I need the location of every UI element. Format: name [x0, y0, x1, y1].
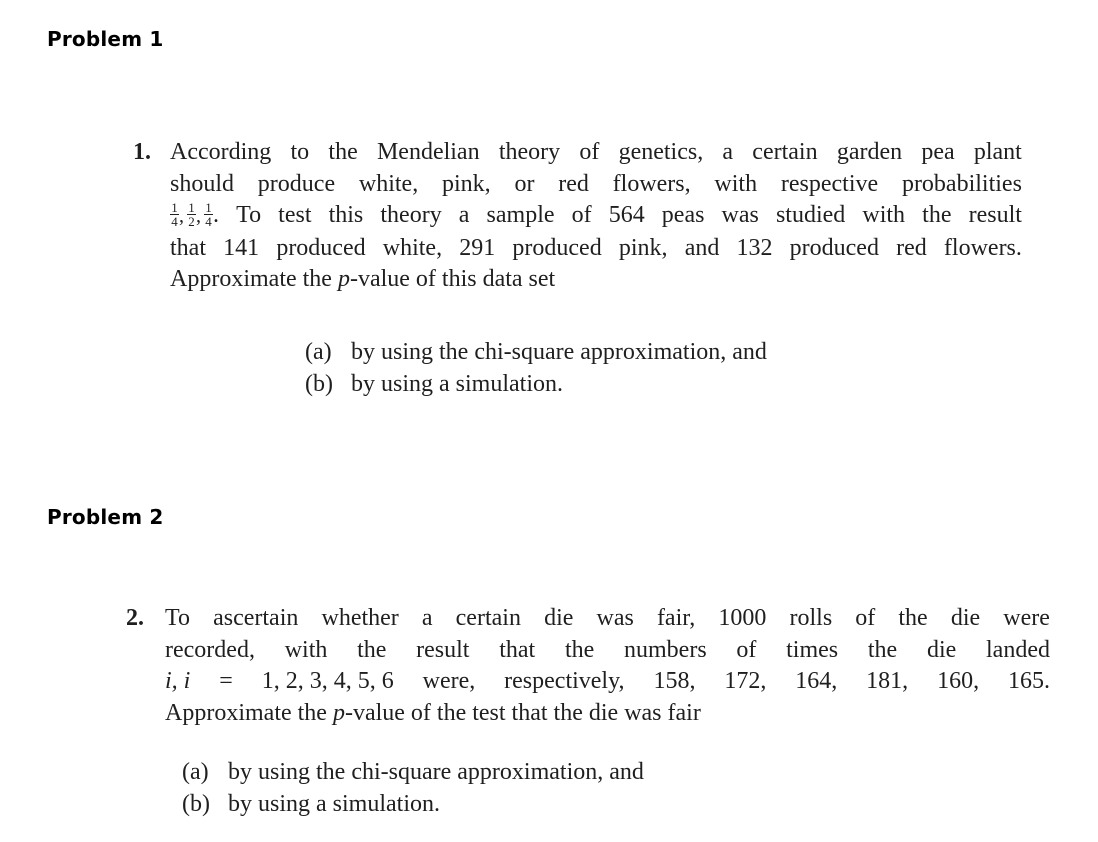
word: result: [416, 636, 470, 663]
word: recorded,: [165, 636, 255, 663]
word: 564: [608, 202, 645, 228]
word: were,: [422, 668, 476, 694]
word: probabilities: [901, 170, 1022, 197]
word: the: [357, 636, 387, 663]
word: and: [684, 234, 720, 261]
word: with: [714, 170, 758, 197]
word: pink,: [441, 170, 491, 197]
fraction-white: $\frac{1}{4}$: [171, 199, 178, 229]
word: produced: [512, 234, 602, 261]
word: garden: [836, 139, 903, 165]
word: sample: [486, 202, 555, 228]
word: the: [564, 636, 595, 663]
word: produced: [276, 234, 366, 261]
word: 160,: [937, 668, 980, 694]
problem-2-parts: [182, 757, 782, 820]
word: a: [458, 202, 470, 228]
word: theory: [498, 139, 561, 165]
word: theory: [380, 202, 442, 228]
word: 181,: [866, 668, 909, 694]
problem-1-line-4: [170, 233, 1022, 265]
word: with: [284, 636, 328, 663]
word: 141: [223, 234, 260, 261]
word: 158,: [653, 668, 696, 694]
word: 165.: [1007, 668, 1050, 694]
word: Mendelian: [376, 139, 480, 165]
word: flowers,: [612, 170, 691, 197]
probabilities-fractions: $\frac{1}{4}$ , $\frac{1}{2}$ , $\frac{1}{4}$ .: [171, 199, 219, 229]
problem-1-part-b: (b) by using a simulation.: [305, 370, 563, 397]
word: certain: [455, 605, 521, 631]
word: 164,: [795, 668, 838, 694]
word: peas: [661, 202, 705, 228]
word: certain: [752, 139, 818, 165]
p-variable: p: [337, 266, 350, 292]
word: fair,: [656, 605, 696, 631]
word: test: [278, 202, 312, 228]
word: of: [571, 202, 592, 228]
problem-2-part-b: (b) by using a simulation.: [182, 790, 440, 817]
word: respective: [780, 170, 879, 197]
word: was: [596, 605, 634, 631]
word: studied: [775, 202, 846, 228]
problem-1-number: 1.: [133, 139, 151, 165]
word: 291: [459, 234, 496, 261]
word: die: [544, 605, 574, 631]
word: of: [579, 139, 600, 165]
word: white,: [358, 170, 419, 197]
word: produce: [257, 170, 336, 197]
word: To: [165, 605, 190, 631]
word: the: [898, 605, 928, 631]
problem-2-line-1: [165, 603, 1050, 635]
problem-2-line-4: Approximate the p-value of the test that the die was fair: [165, 699, 701, 726]
word: ascertain: [213, 605, 299, 631]
word: 1000: [718, 605, 767, 631]
word: was: [721, 202, 759, 228]
word: According: [170, 139, 272, 165]
word: the: [922, 202, 952, 228]
p-variable: p: [332, 699, 345, 726]
word: that: [170, 234, 206, 261]
problem-1-line-3: [170, 200, 1022, 233]
word: flowers.: [943, 234, 1022, 261]
problem-2-statement: [126, 603, 1050, 729]
problem-1-statement: [133, 137, 1022, 296]
word: pea: [921, 139, 955, 165]
word: of: [736, 636, 757, 663]
word: rolls: [789, 605, 833, 631]
word: red: [558, 170, 589, 197]
problem-1-line-2: [170, 169, 1022, 201]
i-variable: i, i: [165, 668, 191, 694]
word: a: [421, 605, 433, 631]
word: die: [926, 636, 957, 663]
word: die: [950, 605, 981, 631]
word: the: [867, 636, 898, 663]
word: To: [236, 202, 262, 228]
word: the: [328, 139, 358, 165]
word: whether: [321, 605, 399, 631]
word: plant: [973, 139, 1022, 165]
word: with: [862, 202, 906, 228]
problem-1-line-5: Approximate the p-value of this data set: [170, 266, 556, 292]
word: that: [499, 636, 536, 663]
word: pink,: [618, 234, 668, 261]
word: 1, 2, 3, 4, 5, 6: [261, 668, 394, 694]
word: or: [514, 170, 535, 197]
problem-1-line-1: [170, 137, 1022, 169]
problem-1-heading: Problem 1: [47, 27, 164, 51]
problem-2-part-a: (a) by using the chi-square approximation, and: [182, 759, 644, 785]
word: produced: [789, 234, 879, 261]
word: this: [328, 202, 364, 228]
word: a: [722, 139, 734, 165]
problem-1-parts: [305, 337, 905, 400]
fraction-pink: $\frac{1}{2}$: [188, 199, 195, 229]
word: should: [170, 170, 235, 197]
word: numbers: [624, 636, 707, 663]
word: times: [786, 636, 839, 663]
word: were: [1003, 605, 1050, 631]
word: red: [896, 234, 927, 261]
word: 172,: [724, 668, 767, 694]
word: landed: [986, 636, 1050, 663]
problem-2-heading: Problem 2: [47, 505, 164, 529]
word: genetics,: [618, 139, 704, 165]
word: 132: [736, 234, 773, 261]
word: result: [968, 202, 1022, 228]
fraction-red: $\frac{1}{4}$: [205, 199, 212, 229]
word: of: [855, 605, 876, 631]
problem-2-number: 2.: [126, 605, 144, 631]
word: white,: [382, 234, 443, 261]
problem-2-line-2: [165, 635, 1050, 667]
word: to: [290, 139, 310, 165]
problem-1-part-a: (a) by using the chi-square approximation, and: [305, 339, 767, 365]
problem-2-line-3: i, i = 1, 2, 3, 4, 5, 6 were, respectively, 158, 172, 164, 181, 160, 165.: [165, 666, 1050, 698]
word: respectively,: [504, 668, 625, 694]
